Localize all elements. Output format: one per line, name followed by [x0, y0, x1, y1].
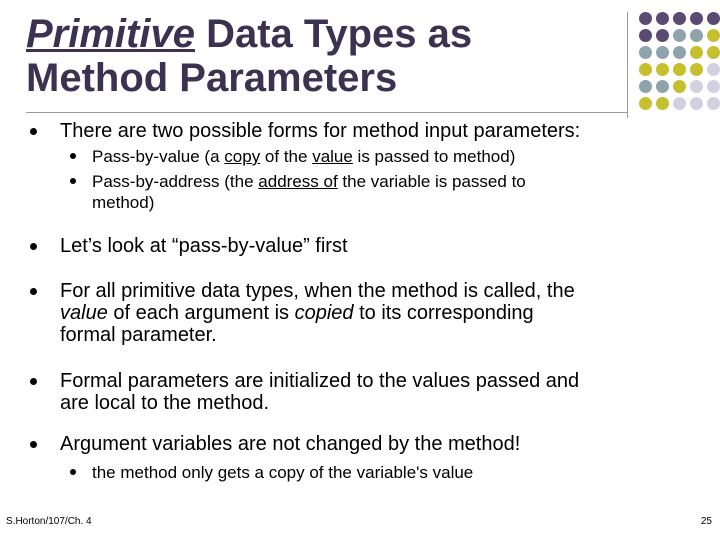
decorative-dot	[639, 46, 652, 59]
title-emphasis: Primitive	[26, 12, 195, 56]
bullet-primitive-copy-line2: value of each argument is copied to its corresponding	[60, 302, 534, 324]
decorative-dot	[639, 29, 652, 42]
bullet-dot	[30, 378, 37, 385]
decorative-dot	[690, 63, 703, 76]
decorative-dot	[690, 29, 703, 42]
decorative-dot	[707, 80, 720, 93]
decorative-dot	[656, 63, 669, 76]
decorative-dot	[656, 12, 669, 25]
decorative-dot	[673, 63, 686, 76]
decorative-dot	[673, 46, 686, 59]
sub-bullet-dot	[70, 178, 76, 184]
decorative-dot	[707, 29, 720, 42]
bullet-primitive-copy-line3: formal parameter.	[60, 324, 217, 346]
sub-bullet-dot	[70, 469, 76, 475]
bullet-dot	[30, 288, 37, 295]
decorative-dot	[707, 63, 720, 76]
bullet-pass-by-value-first: Let’s look at “pass-by-value” first	[60, 235, 348, 257]
decorative-dot	[656, 80, 669, 93]
bullet-dot	[30, 128, 37, 135]
bullet-primitive-copy-line1: For all primitive data types, when the method is called, the	[60, 280, 575, 302]
decorative-dot	[656, 97, 669, 110]
decorative-dot	[639, 12, 652, 25]
decorative-dot	[673, 12, 686, 25]
bullet-formal-params-line1: Formal parameters are initialized to the values passed and	[60, 370, 580, 392]
decorative-dot	[707, 97, 720, 110]
decorative-dot	[673, 97, 686, 110]
decorative-dot	[707, 46, 720, 59]
decorative-dot	[656, 29, 669, 42]
decorative-dot	[656, 46, 669, 59]
bullet-dot	[30, 441, 37, 448]
sub-bullet-pass-by-address: Pass-by-address (the address of the variable is passed to	[92, 172, 526, 191]
title-line2: Method Parameters	[26, 56, 398, 100]
decorative-dot	[639, 80, 652, 93]
slide-number: 25	[700, 516, 712, 527]
decorative-dot	[690, 97, 703, 110]
decorative-dot	[639, 63, 652, 76]
sub-bullet-pass-by-value: Pass-by-value (a copy of the value is passed to method)	[92, 147, 516, 166]
bullet-formal-params-line2: are local to the method.	[60, 392, 270, 414]
decorative-dot	[673, 80, 686, 93]
bullet-two-forms: There are two possible forms for method input parameters:	[60, 120, 581, 142]
sub-bullet-copy-of-value: the method only gets a copy of the variable's value	[92, 463, 474, 482]
footer-course-info: S.Horton/107/Ch. 4	[6, 516, 92, 527]
sub-bullet-dot	[70, 153, 76, 159]
sub-bullet-pass-by-address-line2: method)	[92, 193, 155, 212]
corner-dot-grid	[637, 12, 720, 117]
title-line1-rest: Data Types as	[194, 12, 473, 56]
decorative-dot	[690, 80, 703, 93]
decorative-dot	[707, 12, 720, 25]
decorative-dot	[673, 29, 686, 42]
decorative-dot	[690, 46, 703, 59]
decorative-dot	[690, 12, 703, 25]
bullet-dot	[30, 243, 37, 250]
corner-vertical-rule	[627, 12, 628, 118]
title-underline-rule	[26, 112, 628, 113]
bullet-argument-variables: Argument variables are not changed by the method!	[60, 433, 521, 455]
decorative-dot	[639, 97, 652, 110]
slide-title	[26, 12, 586, 100]
